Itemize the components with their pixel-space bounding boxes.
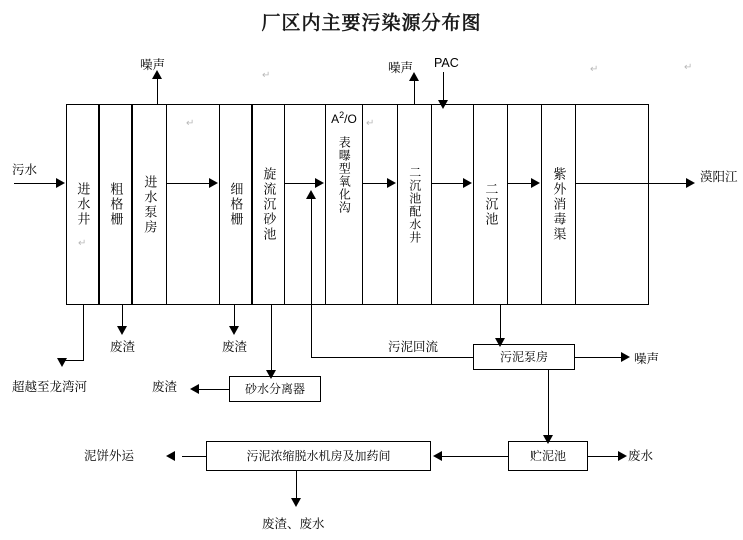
node-sand-water-separator[interactable]: 砂水分离器: [229, 376, 321, 402]
pumproom-to-tank-line: [548, 370, 549, 441]
node-vortex-grit-chamber[interactable]: 旋流沉砂池: [252, 104, 285, 305]
dewater-to-mudcake-arrow: [166, 451, 175, 461]
flow-sed2-to-uv-arrow: [531, 178, 540, 188]
label-waste-residue-2: 废渣: [222, 340, 248, 354]
speck-6: ↵: [590, 64, 599, 75]
node-fine-grate[interactable]: 细格栅: [219, 104, 252, 305]
pumproom-noise-line: [575, 357, 623, 358]
overflow-arrow: [57, 358, 67, 367]
node-a2o-formula: $A^2/O$: [331, 110, 357, 126]
flow-ditch-to-distwell-arrow: [387, 178, 396, 188]
node-sludge-storage-tank[interactable]: 贮泥池: [508, 441, 588, 471]
flow-influent-arrow: [56, 178, 65, 188]
grit-to-separator-arrow: [266, 370, 276, 379]
node-coarse-grate[interactable]: 粗格栅: [99, 104, 132, 305]
label-sludge-return: 污泥回流: [388, 340, 439, 354]
flow-pump-to-fine-grate-arrow: [209, 178, 218, 188]
speck-5: ↵: [684, 62, 693, 73]
node-sludge-pump-room[interactable]: 污泥泵房: [473, 344, 575, 370]
flow-grit-to-ditch-arrow: [315, 178, 324, 188]
sludge-return-vline: [311, 196, 312, 357]
node-oxidation-ditch[interactable]: [325, 104, 363, 305]
node-secondary-sed-distribution-well[interactable]: 二沉池配水井: [397, 104, 432, 305]
label-effluent-river: 漠阳江: [700, 170, 738, 184]
flow-uv-to-river-arrow: [686, 178, 695, 188]
node-secondary-sedimentation-tank[interactable]: 二沉池: [473, 104, 508, 305]
separator-to-residue-arrow: [190, 384, 199, 394]
label-noise-1: 噪声: [140, 58, 166, 72]
sludge-return-arrow: [306, 190, 316, 199]
label-mud-cake-transport: 泥饼外运: [84, 449, 135, 463]
node-sludge-dewatering-room[interactable]: 污泥浓缩脱水机房及加药间: [206, 441, 431, 471]
flow-uv-to-river-line: [576, 183, 688, 184]
pumproom-to-tank-arrow: [543, 435, 553, 444]
node-inlet-pump-room[interactable]: 进水泵房: [132, 104, 167, 305]
sed2-to-pumproom-arrow: [495, 338, 505, 347]
label-overflow-to-longwan-river: 超越至龙湾河: [12, 380, 88, 394]
node-uv-disinfection-channel[interactable]: 紫外消毒渠: [541, 104, 576, 305]
flow-grit-to-ditch-line: [285, 183, 317, 184]
label-wastewater: 废水: [628, 449, 654, 463]
noise-1-arrow: [152, 70, 162, 79]
tank-to-dewater-line: [441, 456, 508, 457]
speck-1: ↵: [186, 118, 195, 129]
residue-2-arrow: [229, 326, 239, 335]
speck-3: ↵: [78, 238, 87, 249]
speck-2: ↵: [262, 70, 271, 81]
flow-ditch-to-distwell-line: [363, 183, 389, 184]
tank-to-wastewater-line: [588, 456, 620, 457]
label-noise-3: 噪声: [634, 352, 660, 366]
flow-distwell-to-sed2-arrow: [463, 178, 472, 188]
label-influent: 污水: [12, 163, 38, 177]
label-waste-residue-1: 废渣: [110, 340, 136, 354]
flow-distwell-to-sed2-line: [432, 183, 465, 184]
dewater-to-mudcake-line: [182, 456, 206, 457]
noise-2-arrow: [409, 72, 419, 81]
grit-to-separator-line: [271, 305, 272, 376]
noise-1-line: [157, 75, 158, 105]
node-oxidation-ditch-label: 表曝型氧化沟: [337, 135, 352, 214]
label-waste-residue-3: 废渣: [152, 380, 178, 394]
dewater-to-waste-arrow: [291, 498, 301, 507]
label-noise-2: 噪声: [388, 61, 414, 75]
sludge-return-hline: [311, 357, 473, 358]
tank-to-wastewater-arrow: [618, 451, 627, 461]
residue-1-arrow: [117, 326, 127, 335]
page-title: 厂区内主要污染源分布图: [261, 13, 482, 34]
pac-arrow: [438, 100, 448, 109]
speck-4: ↵: [366, 118, 375, 129]
overflow-vline: [83, 305, 84, 360]
label-waste-residue-and-water: 废渣、废水: [262, 517, 325, 531]
noise-2-line: [414, 78, 415, 105]
separator-to-residue-line: [195, 389, 229, 390]
node-inlet-well[interactable]: 进水井: [66, 104, 99, 305]
flow-sed2-to-uv-line: [508, 183, 533, 184]
flow-pump-to-fine-grate-line: [167, 183, 211, 184]
label-pac: PAC: [434, 56, 459, 70]
tank-to-dewater-arrow: [433, 451, 442, 461]
pumproom-noise-arrow: [621, 352, 630, 362]
flow-influent-line: [14, 183, 58, 184]
